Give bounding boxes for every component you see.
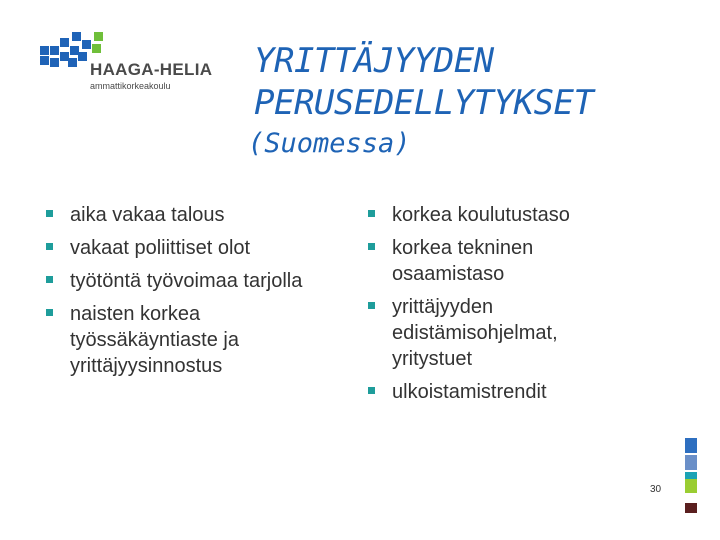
list-item-text: korkea koulutustaso	[392, 204, 570, 226]
square-bullet-icon	[368, 302, 375, 309]
square-bullet-icon	[368, 243, 375, 250]
accent-bar	[685, 438, 697, 453]
list-item	[46, 202, 346, 228]
list-item	[368, 202, 668, 228]
square-bullet-icon	[46, 276, 53, 283]
logo-wordmark: HAAGA-HELIA	[90, 60, 213, 79]
list-item	[368, 235, 612, 287]
accent-bar	[685, 503, 697, 513]
list-item	[46, 268, 310, 294]
list-item	[46, 235, 346, 261]
list-item-text: työtöntä työvoimaa tarjolla	[70, 270, 303, 292]
list-item	[368, 379, 668, 405]
list-item-text: aika vakaa talous	[70, 204, 225, 226]
slide-title	[254, 40, 714, 124]
title-line-1: YRITTÄJYYDEN	[254, 41, 494, 81]
left-bullet-list	[46, 202, 346, 386]
square-bullet-icon	[46, 243, 53, 250]
square-bullet-icon	[46, 210, 53, 217]
list-item-text: yrittäjyyden edistämisohjelmat, yritystuet	[392, 296, 558, 370]
list-item	[368, 294, 632, 372]
list-item-text: vakaat poliittiset olot	[70, 237, 251, 259]
accent-bar	[685, 455, 697, 470]
title-line-2: PERUSEDELLYTYKSET	[254, 83, 594, 123]
square-bullet-icon	[368, 210, 375, 217]
logo-subtitle: ammattikorkeakoulu	[90, 81, 171, 91]
slide-subtitle: (Suomessa)	[248, 128, 411, 159]
list-item-text: naisten korkea työssäkäyntiaste ja yrittäjyysinnostus	[70, 303, 239, 377]
square-bullet-icon	[368, 387, 375, 394]
accent-bar	[685, 479, 697, 493]
list-item-text: korkea tekninen osaamistaso	[392, 237, 534, 285]
haaga-helia-logo	[38, 32, 213, 102]
right-bullet-list	[368, 202, 668, 412]
list-item	[46, 301, 320, 379]
square-bullet-icon	[46, 309, 53, 316]
page-number: 30	[650, 484, 662, 495]
list-item-text: ulkoistamistrendit	[392, 381, 547, 403]
